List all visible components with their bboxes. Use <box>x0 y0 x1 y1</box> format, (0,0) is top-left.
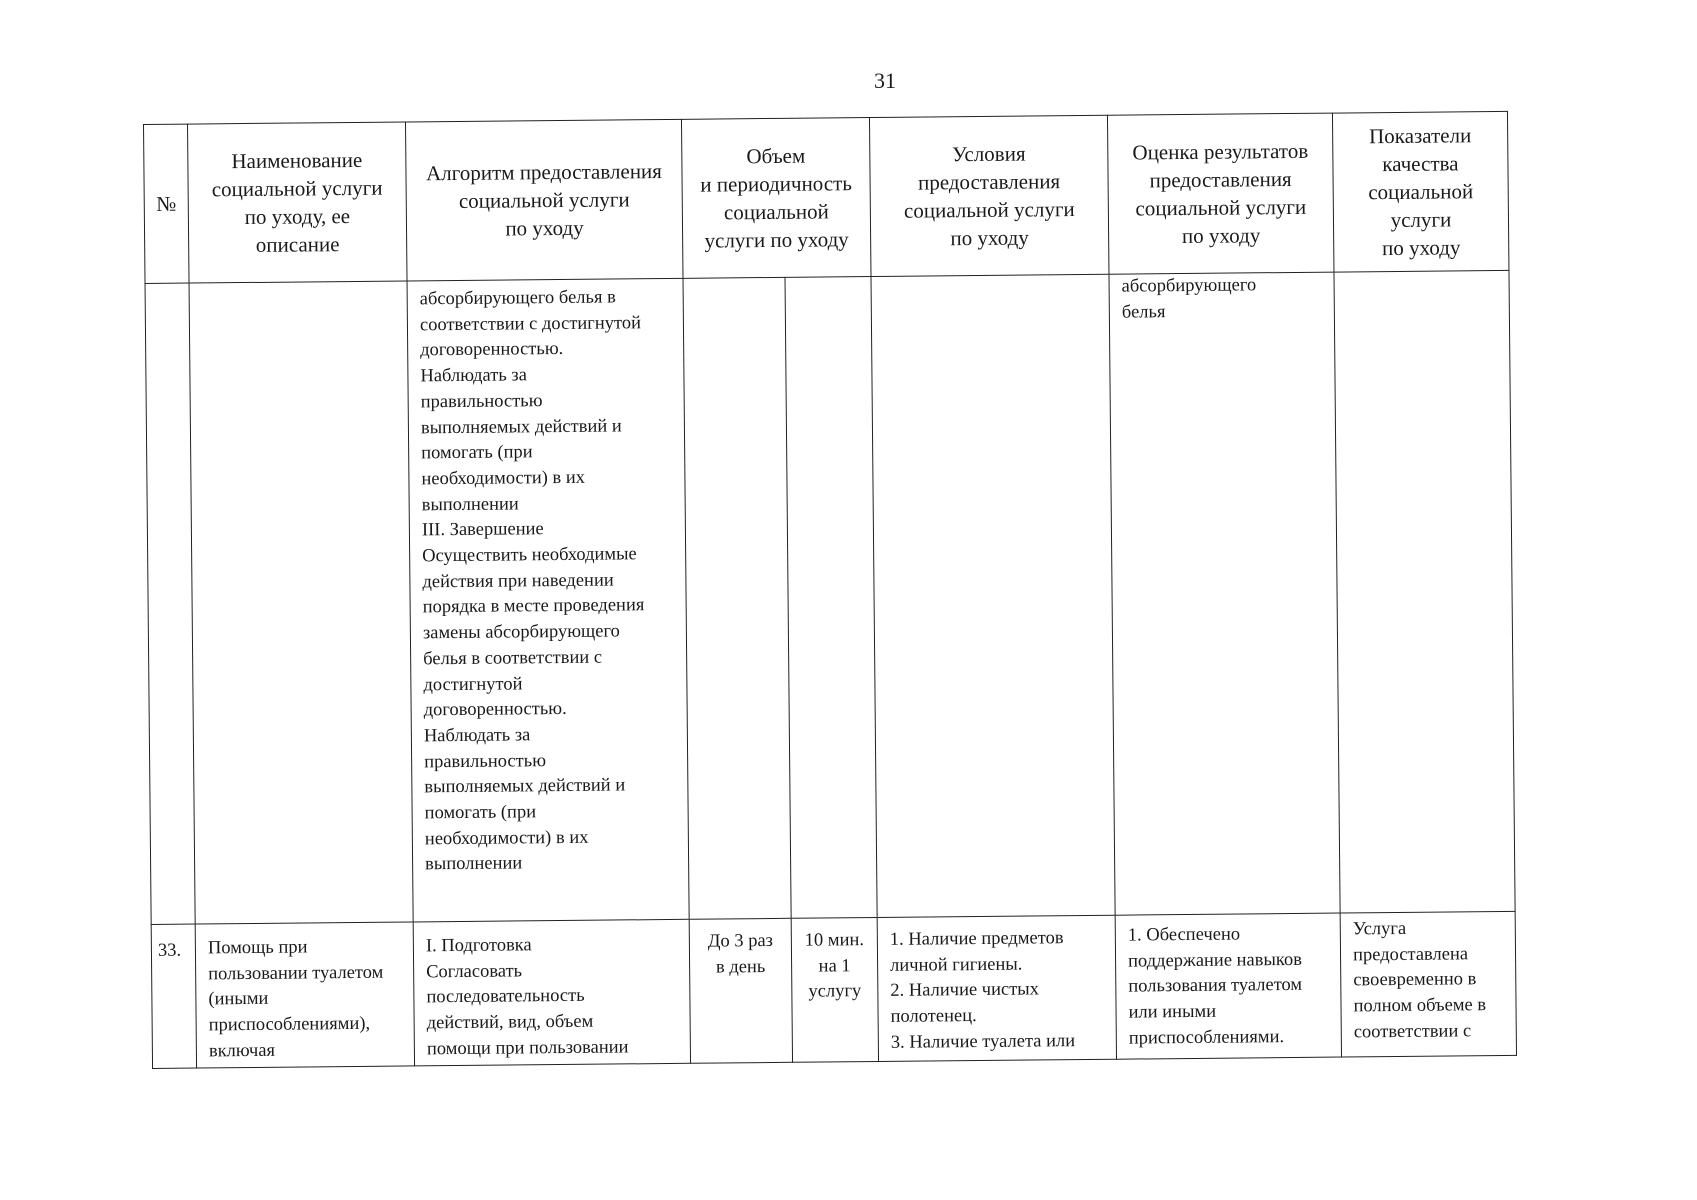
cell-frequency: До 3 раз в день <box>689 918 792 1063</box>
header-quality: Показатели качества социальной услуги по уходу <box>1332 111 1509 272</box>
cell-duration: 10 мин. на 1 услугу <box>791 917 878 1062</box>
cell-evaluation: 1. Обеспечено поддержание навыков пользования туалетом или иными приспособлениями. <box>1115 913 1341 1059</box>
table-row <box>151 911 1516 1068</box>
cell-algorithm: абсорбирующего белья в соответствии с достигнутой договоренностью. Наблюдать за правильностью выполняемых действий и помогать (при необходимости) в их выполнении III. Завершение Осуществить необходимые действия при наведении порядка в месте проведения замены абсорбирующего белья в соответствии с достигнутой договоренностью. Наблюдать за правильностью выполняемых действий и помогать (при необходимости) в их выполнении <box>407 278 689 922</box>
header-evaluation: Оценка результатов предоставления социальной услуги по уходу <box>1107 113 1334 274</box>
cell-duration <box>785 277 877 919</box>
table-header-row <box>144 111 1509 283</box>
cell-evaluation: абсорбирующего белья <box>1109 272 1340 915</box>
cell-frequency <box>683 277 791 919</box>
services-table <box>143 111 1517 1069</box>
cell-quality: Услуга предоставлена своевременно в полном объеме в соответствии с <box>1340 911 1516 1057</box>
page-number: 31 <box>874 68 896 93</box>
cell-number <box>145 283 195 924</box>
header-number: № <box>144 124 190 283</box>
cell-algorithm: I. Подготовка Согласовать последовательность действий, вид, объем помощи при пользовании <box>413 919 690 1066</box>
cell-service-name <box>189 281 413 924</box>
cell-conditions: 1. Наличие предметов личной гигиены. 2. Наличие чистых полотенец. 3. Наличие туалета или <box>877 915 1116 1061</box>
header-service-name: Наименование социальной услуги по уходу, ее описание <box>188 122 408 283</box>
cell-conditions <box>871 274 1115 917</box>
header-volume: Объем и периодичность социальной услуги по уходу <box>681 118 871 279</box>
table-row <box>145 270 1515 924</box>
cell-service-name: Помощь при пользовании туалетом (иными приспособлениями), включая <box>195 922 414 1068</box>
cell-quality <box>1334 270 1515 913</box>
header-algorithm: Алгоритм предоставления социальной услуги по уходу <box>405 119 683 281</box>
cell-number: 33. <box>151 924 196 1068</box>
header-conditions: Условия предоставления социальной услуги по уходу <box>869 115 1109 276</box>
